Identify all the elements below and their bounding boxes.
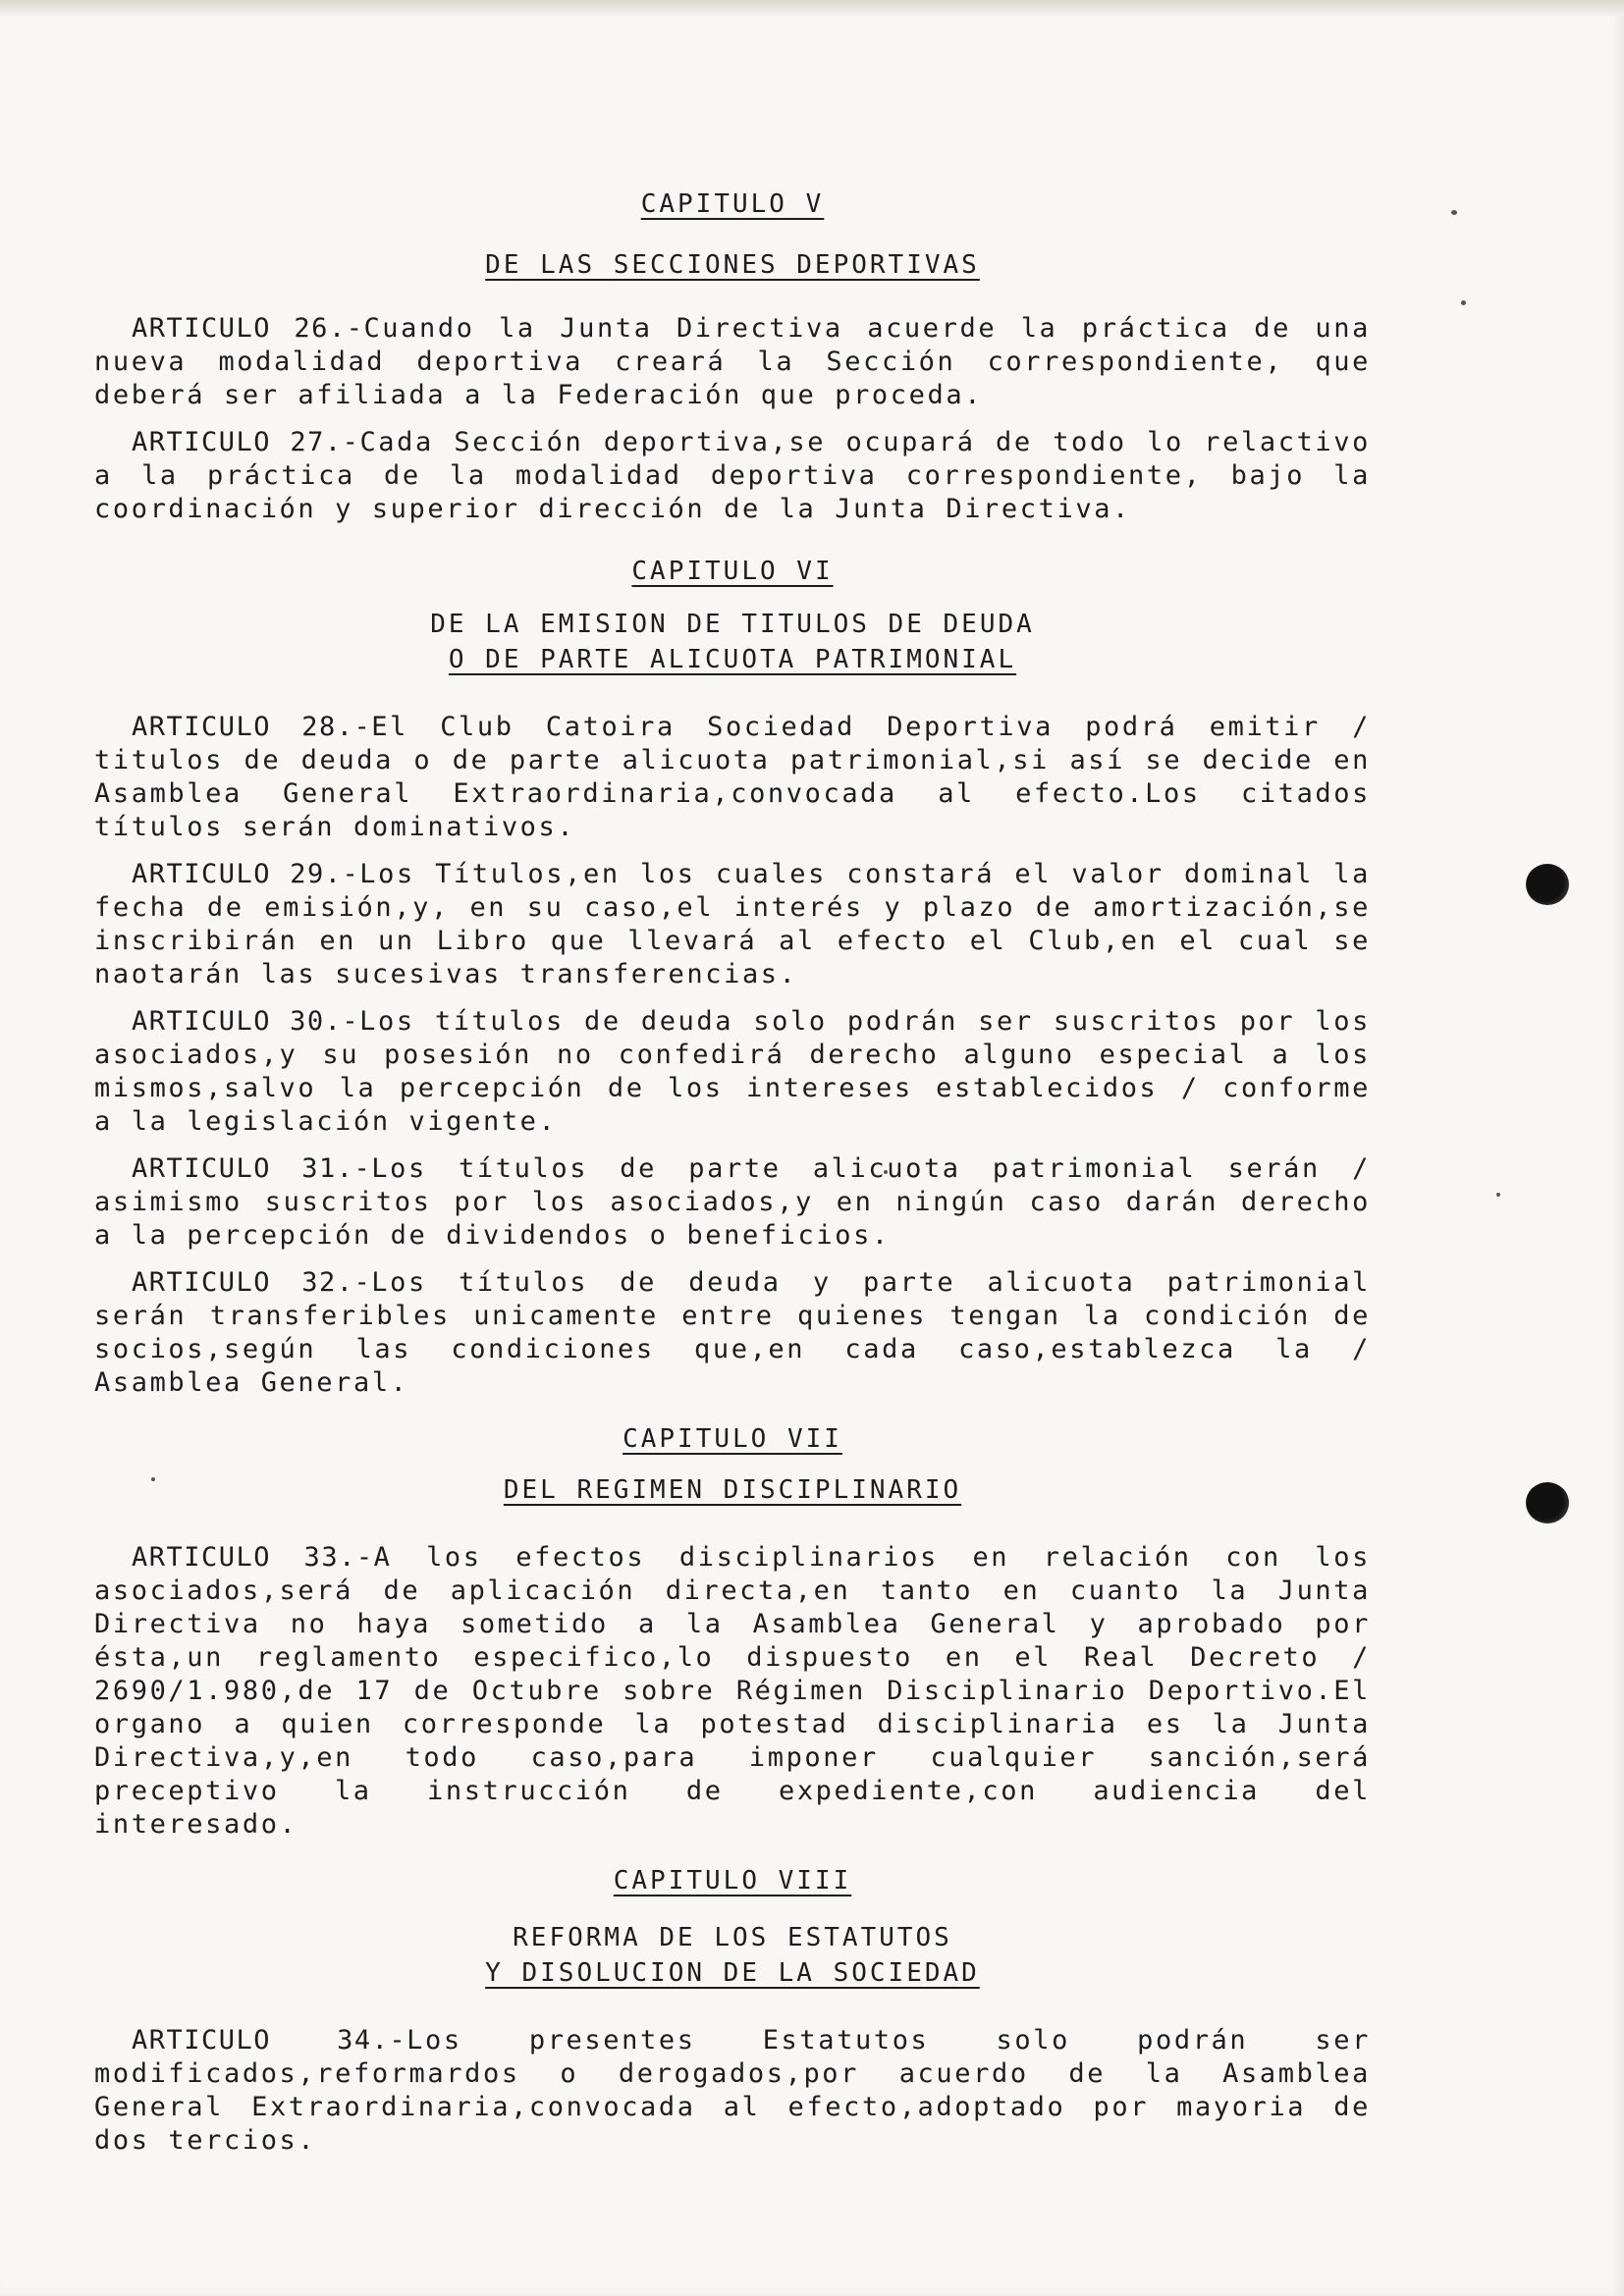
page-top-edge <box>0 0 1624 16</box>
chapter-title: CAPITULO VIII <box>613 1866 852 1896</box>
chapter-subtitle: DEL REGIMEN DISCIPLINARIO <box>503 1475 962 1505</box>
article-29: ARTICULO 29.-Los Títulos,en los cuales constará el valor dominal la fecha de emisión,y, en su caso,el interés y plazo de amortización,se inscribirán en un Libro que llevará al efecto el Club,en el cual se naotarán las sucesivas transferencias. <box>94 859 1371 989</box>
article-31: ARTICULO 31.-Los títulos de parte alicuota patrimonial serán / asimismo suscritos por los asociados,y en ningún caso darán derecho a la percepción de dividendos o beneficios. <box>94 1153 1371 1251</box>
article-28: ARTICULO 28.-El Club Catoira Sociedad Deportiva podrá emitir / titulos de deuda o de parte alicuota patrimonial,si así se decide en Asamblea General Extraordinaria,convocada al efecto.Los citados títulos serán dominativos. <box>94 712 1371 842</box>
chapter-vii <box>94 1421 1371 1842</box>
chapter-title: CAPITULO VII <box>623 1424 842 1454</box>
chapter-subtitle: DE LA EMISION DE TITULOS DE DEUDA <box>430 610 1035 639</box>
ink-speck <box>1451 210 1457 215</box>
chapter-v <box>94 187 1371 526</box>
punch-hole <box>1526 1482 1569 1523</box>
article-30: ARTICULO 30.-Los títulos de deuda solo podrán ser suscritos por los asociados,y su posesión no confedirá derecho alguno especial a los mismos,salvo la percepción de los intereses establecidos / conforme a la legislación vigente. <box>94 1006 1371 1137</box>
document-body <box>94 187 1371 2158</box>
chapter-subtitle: O DE PARTE ALICUOTA PATRIMONIAL <box>448 645 1017 674</box>
chapter-subtitle: Y DISOLUCION DE LA SOCIEDAD <box>485 1958 980 1988</box>
article-33: ARTICULO 33.-A los efectos disciplinarios en relación con los asociados,será de aplicación directa,en tanto en cuanto la Junta Directiva no haya sometido a la Asamblea General y aprobado por ésta,un reglamento especifico,lo dispuesto en el Real Decreto / 2690/1.980,de 17 de Octubre sobre Régimen Disciplinario Deportivo.El organo a quien corresponde la potestad disciplinaria es la Junta Directiva,y,en todo caso,para imponer cualquier sanción,será preceptivo la instrucción de expediente,con audiencia del interesado. <box>94 1542 1371 1840</box>
ink-speck <box>1461 300 1466 305</box>
chapter-title: CAPITULO V <box>640 189 825 219</box>
punch-hole <box>1526 864 1569 905</box>
chapter-title: CAPITULO VI <box>631 557 834 586</box>
chapter-subtitle: DE LAS SECCIONES DEPORTIVAS <box>485 250 980 280</box>
article-26: ARTICULO 26.-Cuando la Junta Directiva acuerde la práctica de una nueva modalidad deportiva creará la Sección correspondiente, que deberá ser afiliada a la Federación que proceda. <box>94 313 1371 410</box>
article-27: ARTICULO 27.-Cada Sección deportiva,se ocupará de todo lo relactivo a la práctica de la modalidad deportiva correspondiente, bajo la coordinación y superior dirección de la Junta Directiva. <box>94 427 1371 524</box>
chapter-viii <box>94 1863 1371 2158</box>
article-34: ARTICULO 34.-Los presentes Estatutos solo podrán ser modificados,reformardos o derogados,por acuerdo de la Asamblea General Extraordinaria,convocada al efecto,adoptado por mayoria de dos tercios. <box>94 2025 1371 2156</box>
chapter-subtitle: REFORMA DE LOS ESTATUTOS <box>513 1923 952 1952</box>
ink-speck <box>1496 1193 1500 1197</box>
article-32: ARTICULO 32.-Los títulos de deuda y parte alicuota patrimonial serán transferibles unicamente entre quienes tengan la condición de socios,según las condiciones que,en cada caso,establezca la / Asamblea General. <box>94 1267 1371 1398</box>
chapter-vi <box>94 554 1371 1400</box>
